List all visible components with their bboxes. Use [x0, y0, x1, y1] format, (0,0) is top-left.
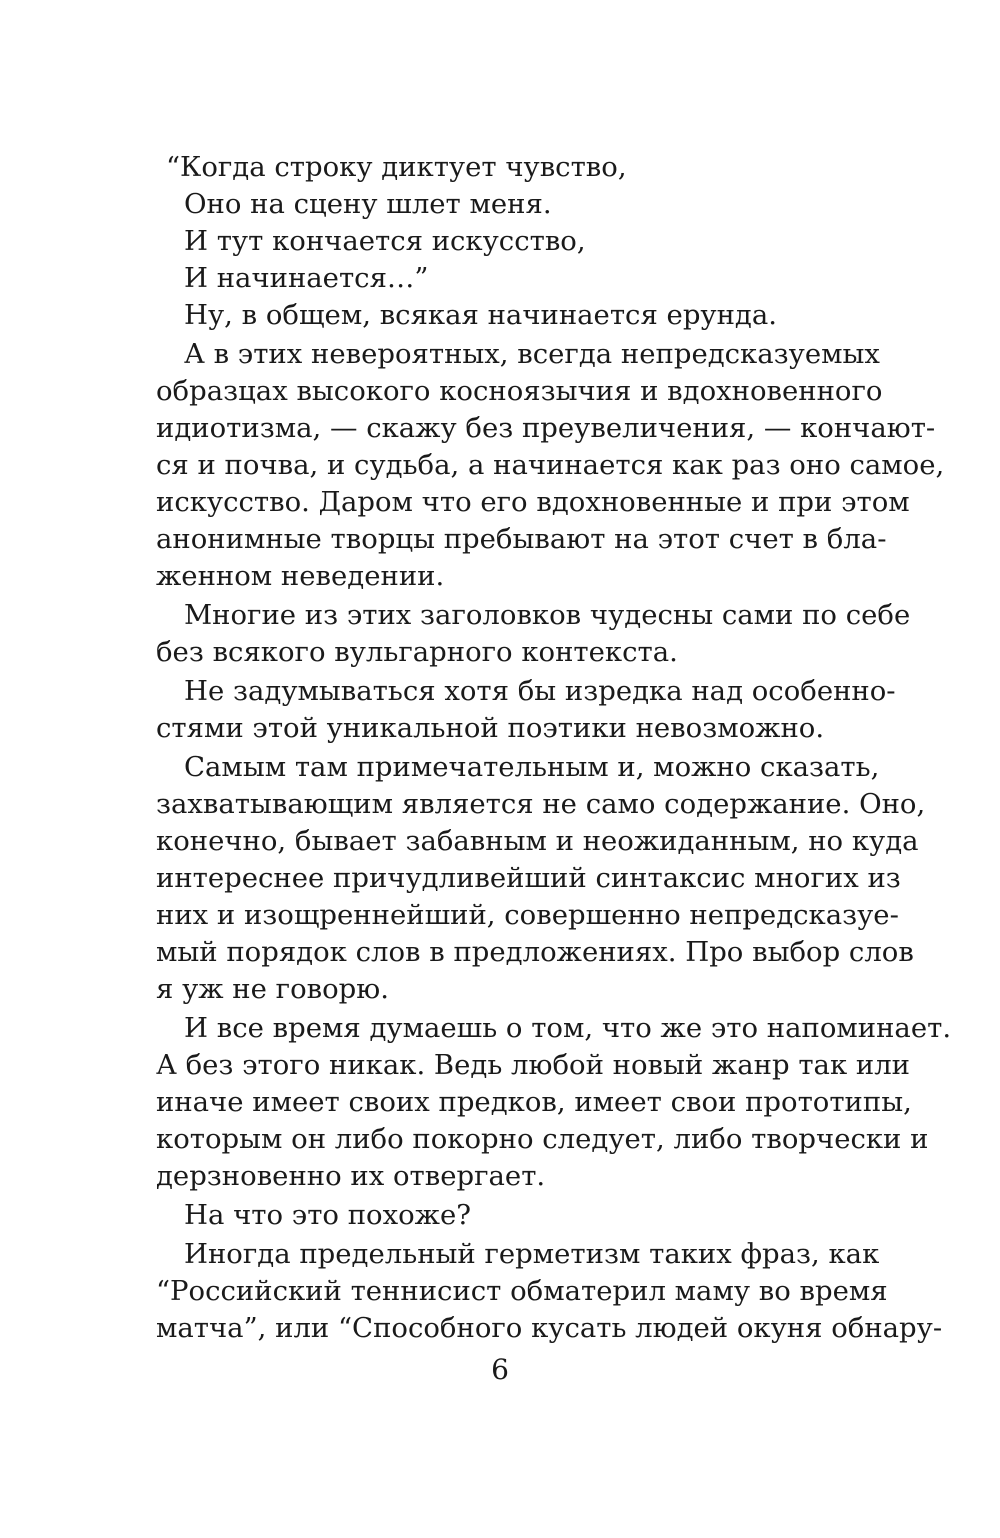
- paragraph-line: И все время думаешь о том, что же это напоминает.: [184, 1012, 952, 1044]
- paragraph-line: На что это похоже?: [184, 1199, 471, 1231]
- paragraph-line: Иногда предельный герметизм таких фраз, как: [184, 1238, 880, 1270]
- paragraph-line: без всякого вульгарного контекста.: [156, 636, 678, 668]
- paragraph-line: женном неведении.: [156, 560, 445, 592]
- paragraph-line: анонимные творцы пребывают на этот счет в бла-: [156, 523, 887, 555]
- verse-line: “Когда строку диктует чувство,: [166, 151, 627, 183]
- paragraph-line: Самым там примечательным и, можно сказать,: [184, 751, 880, 783]
- paragraph-line: Ну, в общем, всякая начинается ерунда.: [184, 299, 777, 331]
- paragraph-line: которым он либо покорно следует, либо творчески и: [156, 1123, 929, 1155]
- paragraph-line: я уж не говорю.: [156, 973, 389, 1005]
- paragraph-line: А в этих невероятных, всегда непредсказуемых: [184, 338, 880, 370]
- paragraph-line: “Российский теннисист обматерил маму во время: [156, 1275, 888, 1307]
- paragraph-line: мый порядок слов в предложениях. Про выбор слов: [156, 936, 914, 968]
- paragraph-line: искусство. Даром что его вдохновенные и при этом: [156, 486, 910, 518]
- verse-line: Оно на сцену шлет меня.: [184, 188, 552, 220]
- paragraph-line: образцах высокого косноязычия и вдохновенного: [156, 375, 883, 407]
- paragraph-line: стями этой уникальной поэтики невозможно.: [156, 712, 825, 744]
- paragraph-line: интереснее причудливейший синтаксис многих из: [156, 862, 901, 894]
- paragraph-line: А без этого никак. Ведь любой новый жанр так или: [156, 1049, 911, 1081]
- paragraph-line: ся и почва, и судьба, а начинается как раз оно самое,: [156, 449, 945, 481]
- paragraph-line: идиотизма, — скажу без преувеличения, — кончают-: [156, 412, 936, 444]
- verse-line: И тут кончается искусство,: [184, 225, 586, 257]
- paragraph-line: конечно, бывает забавным и неожиданным, но куда: [156, 825, 919, 857]
- page-number: 6: [491, 1353, 509, 1386]
- verse-line: И начинается…”: [184, 262, 429, 294]
- paragraph-line: захватывающим является не само содержание. Оно,: [156, 788, 926, 820]
- paragraph-line: иначе имеет своих предков, имеет свои прототипы,: [156, 1086, 912, 1118]
- paragraph-line: Не задумываться хотя бы изредка над особенно-: [184, 675, 896, 707]
- paragraph-line: дерзновенно их отвергает.: [156, 1160, 546, 1192]
- paragraph-line: них и изощреннейший, совершенно непредсказуе-: [156, 899, 899, 931]
- paragraph-line: Многие из этих заголовков чудесны сами по себе: [184, 599, 911, 631]
- paragraph-line: матча”, или “Способного кусать людей окуня обнару-: [156, 1312, 943, 1344]
